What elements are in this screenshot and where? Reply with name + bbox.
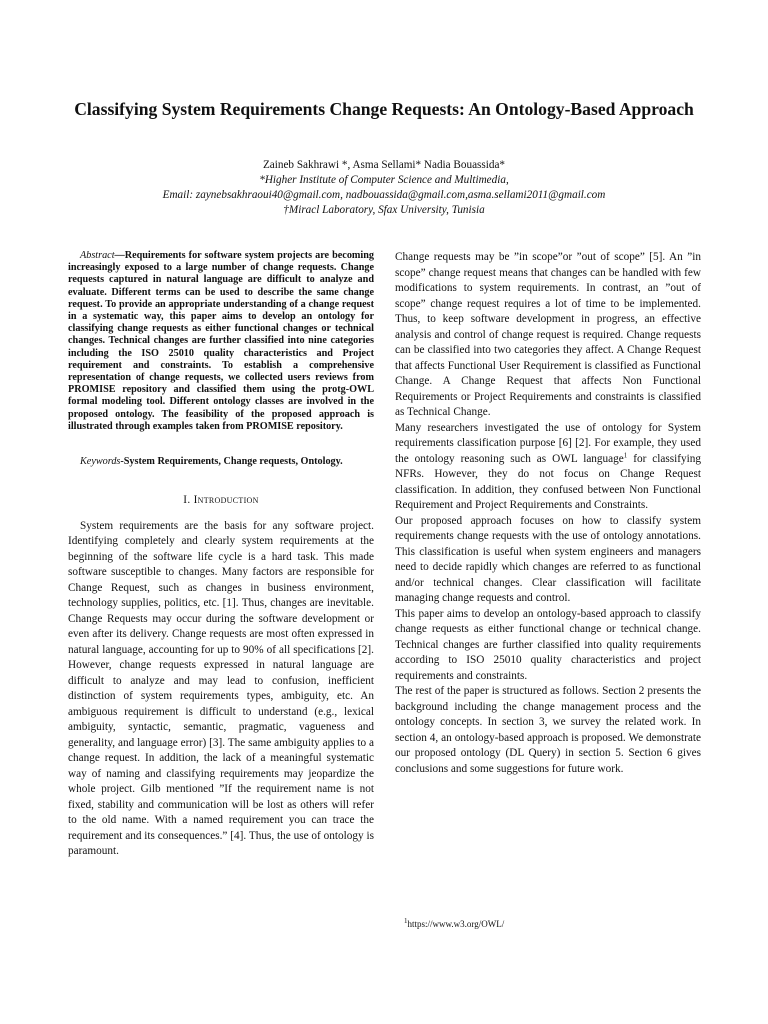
footnote [404,918,504,930]
paper-title: Classifying System Requirements Change Requests: An Ontology-Based Approach [74,99,694,119]
section-title: Introduction [193,494,259,507]
abstract-text: —Requirements for software system projects are becoming increasingly exposed to a large number of change requests. Change requests captured in natural language are difficult to analyze and evaluate. Different terms can be used to describe the same change request. To provide an appropriate understanding of a change request in a systematic way, this paper aims to develop an ontology for classifying change requests as either functional changes or technical changes. Technical changes are further classified into nine categories including the ISO 25010 quality characteristics and Project requirement and constraints. To establish a comprehensive representation of change requests, we collected users reviews from PROMISE repository and classified them using the protg-OWL formal modeling tool. Different ontology classes are involved in the proposed ontology. The feasibility of the proposed approach is illustrated through examples taken from PROMISE repository. [68,250,374,432]
keywords-text: -System Requirements, Change requests, Ontology. [120,456,343,468]
paragraph-structure: The rest of the paper is structured as follows. Section 2 presents the background including the change management process and the ontology concepts. In section 3, we survey the related work. In section 4, an ontology-based approach is proposed. We demonstrate our proposed ontology (DL Query) in section 5. Section 6 gives conclusions and some suggestions for future work. [395,685,701,775]
paragraph-researchers-a: Many researchers investigated the use of ontology for System requirements classification purpose [6] [2]. For example, they used the ontology reasoning such as OWL language [395,421,701,465]
footnote-ref[interactable]: 1 [623,450,628,459]
section-heading [68,493,374,509]
paragraph-approach: Our proposed approach focuses on how to classify system requirements change requests with the use of ontology annotations. This classification is useful when system engineers and managers need to decide rapidly which changes are referred to as functional and/or technical changes. Clear classification will facilitate managing change requests and control. [395,514,701,604]
paragraph-aims: This paper aims to develop an ontology-based approach to classify change requests as either functional change or technical change. Technical changes are further classified into quality requirements according to ISO 25010 quality characteristics and project requirements and constraints. [395,607,701,682]
keywords-label: Keywords [80,456,121,468]
author-emails: Email: zaynebsakhraoui40@gmail.com, nadbouassida@gmail.com,asma.sellami2011@gmail.com [162,189,606,201]
left-column [68,250,374,860]
section-number: I. [183,494,191,507]
right-column [395,250,701,777]
affiliation-1: *Higher Institute of Computer Science and Multimedia, [259,174,509,186]
affiliation-2: †Miracl Laboratory, Sfax University, Tunisia [283,204,485,216]
paragraph-researchers-b: for classifying NFRs. However, they do not focus on Change Request classification. In addition, they confused between Non Functional Requirement and Project Requirements and Constraints. [395,452,701,511]
keywords [68,455,374,468]
footnote-mark: 1 [404,917,408,925]
abstract-label: Abstract [80,250,115,261]
paragraph-scope: Change requests may be ”in scope”or ”out of scope” [5]. An ”in scope” change request means that changes can be handled with few modifications to system requirements. In contrast, an ”out of scope” change request requires a lot of time to be implemented. Thus, to keep software development in progress, an effective analysis and control of change request is required. Change requests can be classified into two categories they affect. A Change Request that affects Functional User Requirement is classified as Functional Change. A Change Request that affects Non Functional Requirements or Project Requirements and constraints is classified as Technical Change. [395,251,701,418]
intro-paragraph: System requirements are the basis for any software project. Identifying completely and clearly system requirements at the beginning of the software life cycle is a hard task. This made software susceptible to changes. Many factors are responsible for Change Request, such as changes in business environment, technology supplies, politics, etc. [1]. Thus, changes are inevitable. Change Requests may occur during the software development or even after its delivery. Change requests are most often expressed in natural language, accounting for up to 90% of all specifications [2]. However, change requests expressed in natural language are difficult to analyze and may lead to confusion, inefficient distinction of system requirements types, ambiguity, etc. An ambiguous requirement is difficult to understand (e.g., lexical ambiguity, syntactic, semantic, pragmatic, vagueness and generality, and language error) [3]. The same ambiguity applies to a change request. In addition, the lack of a meaningful systematic way of naming and classifying requirements may jeopardize the whole project. Gilb mentioned ”If the requirement name is not fixed, stability and communication will be lost as others will refer to the old name. With a named requirement you can trace the requirement and its consequences.” [4]. Thus, the use of ontology is paramount. [68,519,374,858]
footnote-url[interactable]: https://www.w3.org/OWL/ [407,919,505,929]
author-names: Zaineb Sakhrawi *, Asma Sellami* Nadia Bouassida* [262,159,506,171]
abstract [68,250,374,433]
paragraph-researchers [395,421,701,514]
author-block [40,158,728,218]
